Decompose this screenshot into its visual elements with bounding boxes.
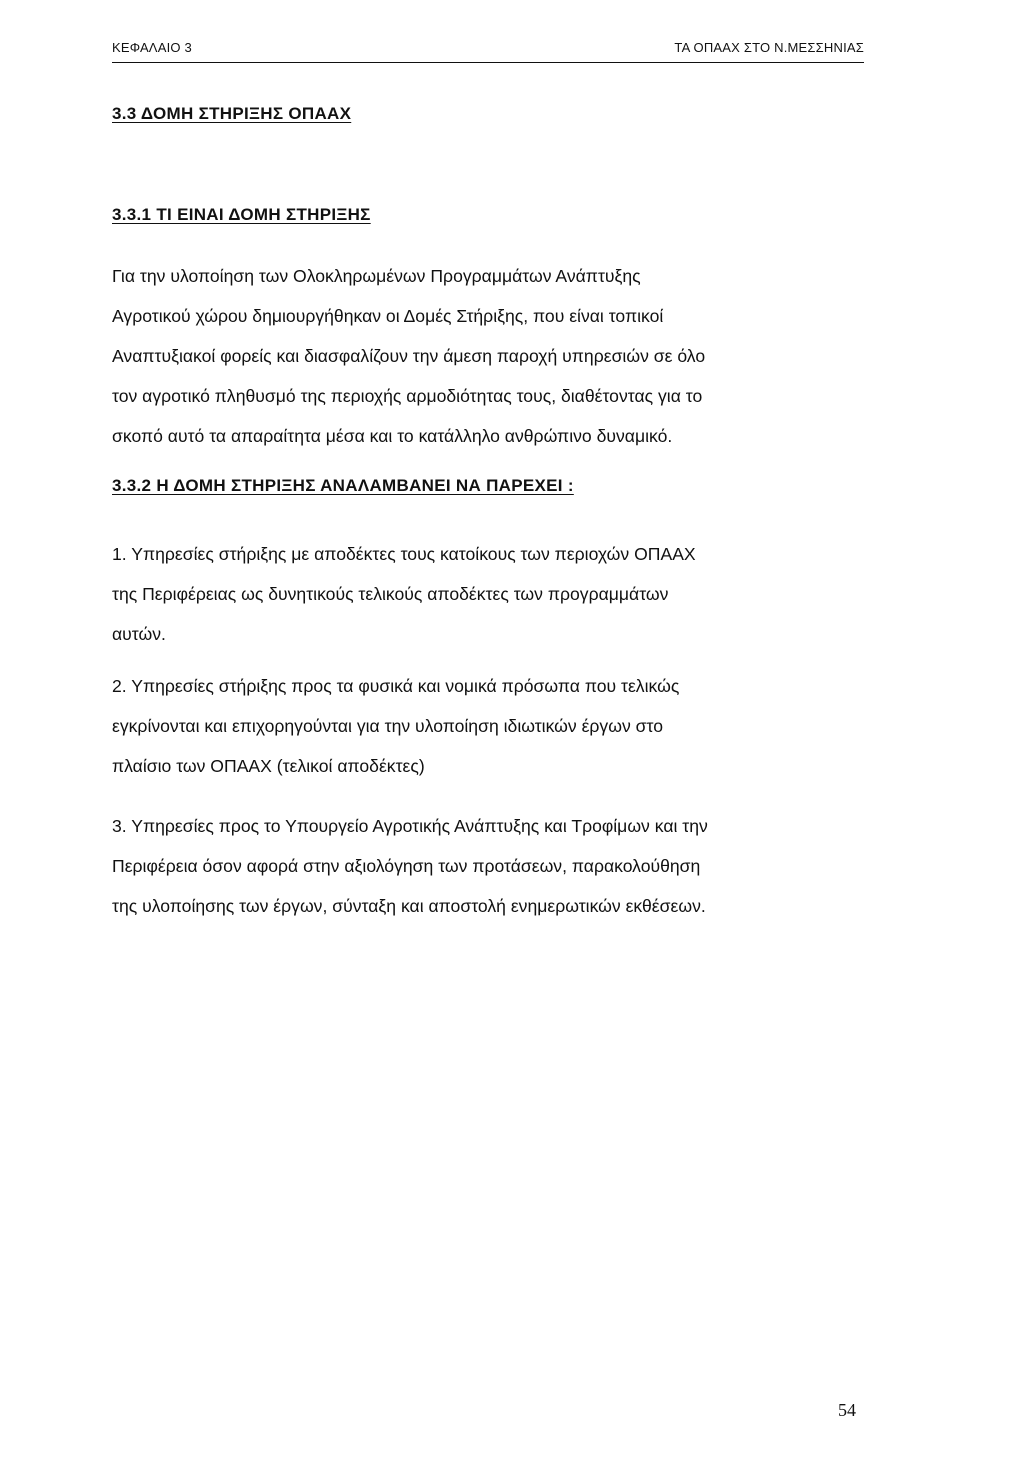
list-item-3: 3. Υπηρεσίες προς το Υπουργείο Αγροτικής Ανάπτυξης και Τροφίμων και την Περιφέρεια όσον αφορά στην αξιολόγηση των προτάσεων, παρακολούθηση της υλοποίησης των έργων, σύνταξη και αποστολή ενημερωτικών εκθέσεων. [112,816,708,916]
section-title: 3.3 ΔΟΜΗ ΣΤΗΡΙΞΗΣ ΟΠΑΑΧ [112,104,352,123]
chapter-label: ΚΕΦΑΛΑΙΟ 3 [112,40,192,55]
document-title: ΤΑ ΟΠΑΑΧ ΣΤΟ Ν.ΜΕΣΣΗΝΙΑΣ [674,40,864,55]
list-item-1: 1. Υπηρεσίες στήριξης με αποδέκτες τους κατοίκους των περιοχών ΟΠΑΑΧ της Περιφέρειας ως δυνητικούς τελικούς αποδέκτες των προγραμμάτων αυτών. [112,544,696,644]
page-number: 54 [838,1400,856,1420]
subsection-title-2: 3.3.2 Η ΔΟΜΗ ΣΤΗΡΙΞΗΣ ΑΝΑΛΑΜΒΑΝΕΙ ΝΑ ΠΑΡΕΧΕΙ : [112,476,574,495]
subsection-1-body: Για την υλοποίηση των Ολοκληρωμένων Προγραμμάτων Ανάπτυξης Αγροτικού χώρου δημιουργήθηκαν οι Δομές Στήριξης, που είναι τοπικοί Αναπτυξιακοί φορείς και διασφαλίζουν την άμεση παροχή υπηρεσιών σε όλο τον αγροτικό πληθυσμό της περιοχής αρμοδιότητας τους, διαθέτοντας για το σκοπό αυτό τα απαραίτητα μέσα και το κατάλληλο ανθρώπινο δυναμικό. [112,266,706,446]
running-header [112,38,864,63]
list-item-2: 2. Υπηρεσίες στήριξης προς τα φυσικά και νομικά πρόσωπα που τελικώς εγκρίνονται και επιχορηγούνται για την υλοποίηση ιδιωτικών έργων στο πλαίσιο των ΟΠΑΑΧ (τελικοί αποδέκτες) [112,676,680,776]
subsection-title-1: 3.3.1 ΤΙ ΕΙΝΑΙ ΔΟΜΗ ΣΤΗΡΙΞΗΣ [112,205,371,224]
